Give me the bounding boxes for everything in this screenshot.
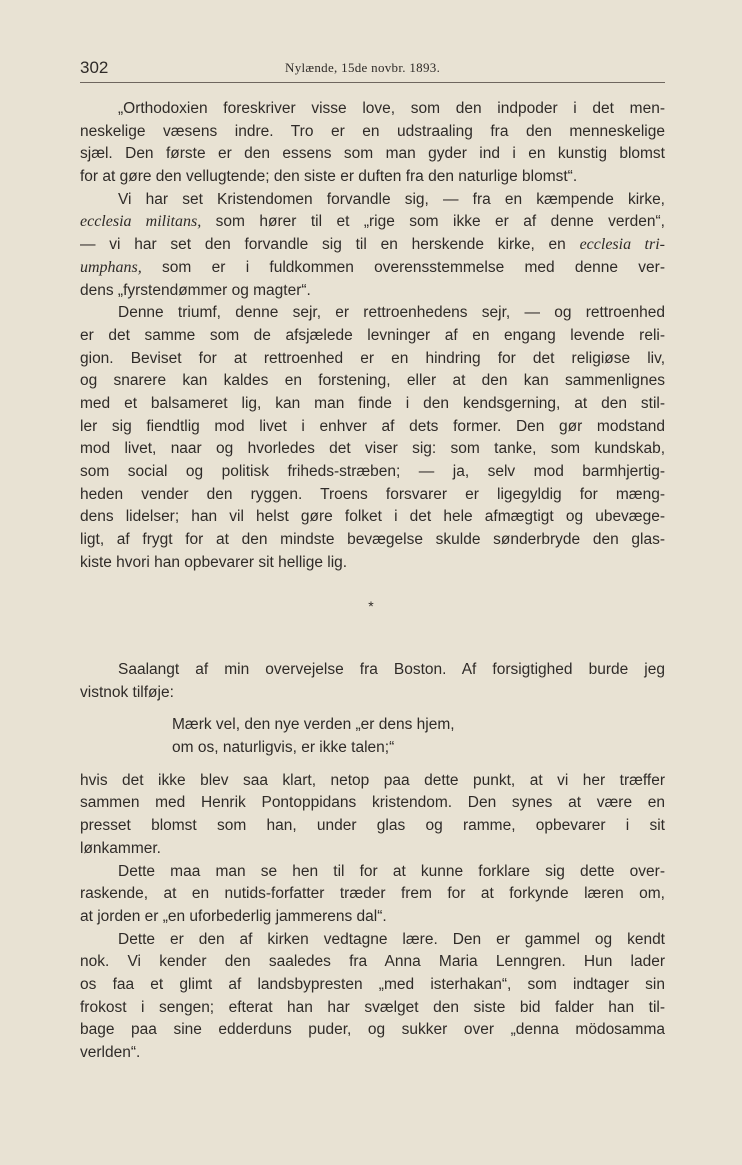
text-line: — vi har set den forvandle sig til en herskende kirke, en ecclesia tri- [80,236,665,254]
text-line: frokost i sengen; efterat han har svælget den siste bid falder han til- [80,998,665,1016]
text-line: presset blomst som han, under glas og ramme, opbevarer i sit [80,817,665,835]
text-line: Dette maa man se hen til for at kunne forklare sig dette over- [118,862,665,880]
text-line: heden vender den ryggen. Troens forsvarer er ligegyldig for mæng- [80,485,665,503]
running-title: Nylænde, 15de novbr. 1893. [285,60,441,75]
text-line: kiste hvori han opbevarer sit hellige lig. [80,553,348,571]
text-line: ler sig fiendtlig mod livet i enhver af dets former. Den gør modstand [80,417,665,435]
line-gap [80,760,665,770]
text-line: neskelige væsens indre. Tro er en udstraaling fra den menneskelige [80,122,665,140]
text-line: og snarere kan kaldes en forstening, eller at den kan sammenlignes [80,372,665,390]
text-line: med et balsameret lig, kan man finde i den kendsgerning, at den stil- [80,394,665,412]
text-line: ligt, af frygt for at den mindste bevægelse skulde sønderbryde den glas- [80,531,665,549]
text-line: Mærk vel, den nye verden „er dens hjem, [172,716,455,734]
page-number: 302 [80,58,109,77]
text-line: lønkammer. [80,839,161,857]
text-line: Vi har set Kristendomen forvandle sig, — fra en kæmpende kirke, [118,190,665,208]
text-line: mod livet, naar og hvorledes det viser sig: som tanke, som kundskab, [80,440,665,458]
text-line: er det samme som de afsjælede levninger af en engang levende reli- [80,326,665,344]
text-line: dens lidelser; han vil helst gøre folket i det hele afmægtigt og ubevæge- [80,508,665,526]
text-line: „Orthodoxien foreskriver visse love, som den indpoder i det men- [118,100,665,117]
text-line: dens „fyrstendømmer og magter“. [80,281,311,299]
text-line: Denne triumf, denne sejr, er rettroenhedens sejr, — og rettroenhed [118,304,665,322]
text-line: sjæl. Den første er den essens som man gyder ind i en kunstig blomst [80,145,665,163]
text-section-1 [80,98,665,574]
text-line: Dette er den af kirken vedtagne lære. Den er gammel og kendt [118,930,665,948]
section-separator: * [368,598,374,614]
text-line: vistnok tilføje: [80,683,174,701]
text-line: os faa et glimt af landsbypresten „med isterhakan“, som indtager sin [80,975,665,993]
text-line: umphans, som er i fuldkommen overensstemmelse med denne ver- [80,258,665,276]
text-line: om os, naturligvis, er ikke talen;“ [172,739,395,757]
text-line: raskende, at en nutids-forfatter træder frem for at forkynde læren om, [80,885,665,903]
text-section-2 [80,659,665,1065]
text-line: gion. Beviset for at rettroenhed er en hindring for det religiøse liv, [80,349,665,367]
text-line: som social og politisk friheds-stræben; — ja, selv mod barmhjertig- [80,463,665,480]
text-line: verlden“. [80,1044,141,1061]
text-line: sammen med Henrik Pontoppidans kristendom. Den synes at være en [80,794,665,812]
text-line: for at gøre den vellugtende; den siste er duften fra den naturlige blomst“. [80,168,578,186]
line-gap [80,704,665,714]
text-line: Saalangt af min overvejelse fra Boston. Af forsigtighed burde jeg [118,661,665,678]
page-header [80,58,665,83]
text-line: hvis det ikke blev saa klart, netop paa dette punkt, at vi her træffer [80,771,665,789]
text-line: ecclesia militans, som hører til et „rige som ikke er af denne verden“, [80,213,665,231]
text-line: at jorden er „en uforbederlig jammerens dal“. [80,907,387,925]
text-line: bage paa sine edderduns puder, og sukker over „denna mödosamma [80,1021,665,1039]
text-line: nok. Vi kender den saaledes fra Anna Maria Lenngren. Hun lader [80,953,665,971]
